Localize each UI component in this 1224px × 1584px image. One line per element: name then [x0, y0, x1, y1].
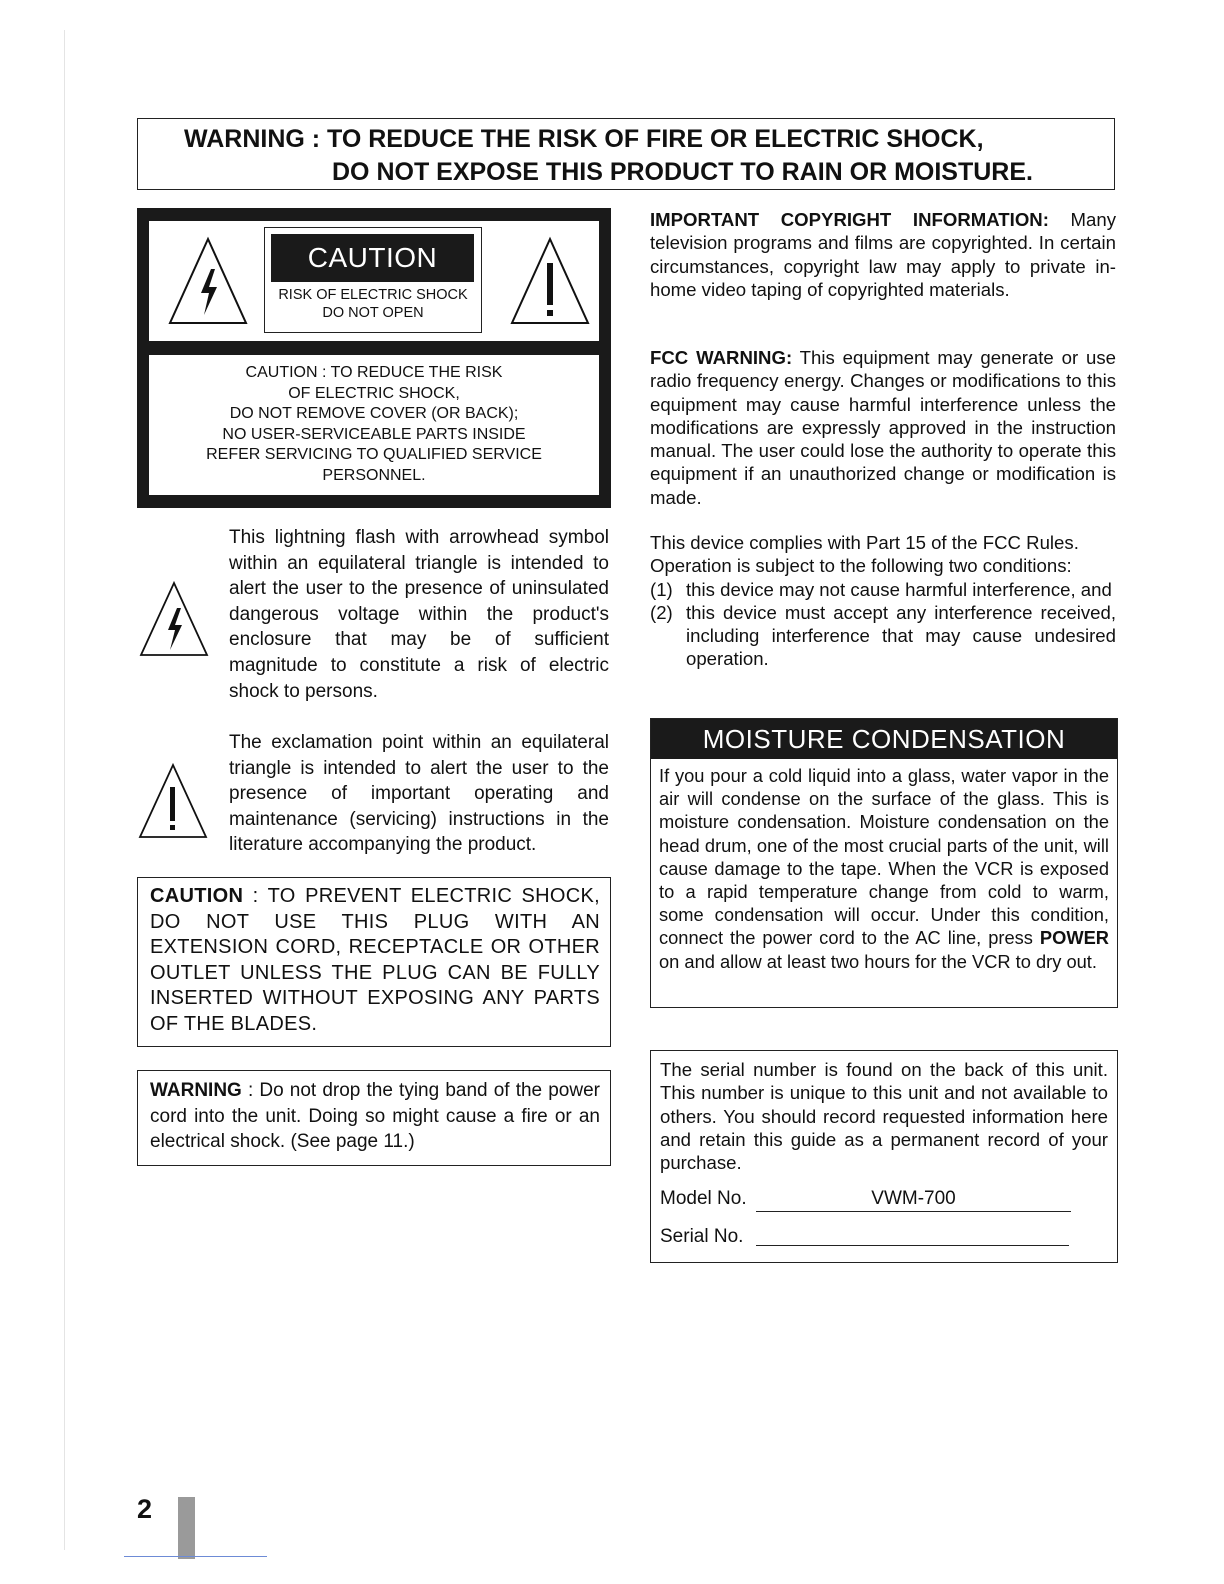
tying-band-warning-box	[137, 1070, 611, 1166]
caution-label	[137, 208, 611, 508]
fcc-compliance	[650, 531, 1116, 671]
serial-number-row	[660, 1225, 743, 1249]
lightning-triangle-icon	[167, 235, 249, 327]
caution-body-line: NO USER-SERVICEABLE PARTS INSIDE	[222, 425, 526, 443]
tying-warning-text: : Do not drop the tying band of the power cord into the unit. Doing so might cause a fire or an electrical shock. (See page 11.)	[150, 1080, 600, 1153]
plug-caution-box	[137, 877, 611, 1047]
fcc-warning	[650, 346, 1116, 509]
moisture-condensation-box	[650, 718, 1118, 1008]
page-edge-tab	[178, 1497, 195, 1559]
caution-label-body	[149, 355, 599, 495]
tying-warning-lead: WARNING	[150, 1080, 242, 1101]
copyright-info	[650, 208, 1116, 301]
model-number-row	[660, 1187, 747, 1211]
moisture-heading: MOISTURE CONDENSATION	[651, 719, 1117, 759]
copyright-text: Many television programs and films are copyrighted. In certain circumstances, copyright law may apply to private in-home video taping of copyrighted materials.	[650, 209, 1116, 300]
condition-number: (1)	[650, 578, 673, 600]
compliance-condition	[650, 578, 1116, 601]
fcc-text: This equipment may generate or use radio frequency energy. Changes or modifications to this equipment may cause harmful interference unless the modifications are expressly approved in the instruction manual. The user could lose the authority to operate this equipment if an unauthorized change or modification is made.	[650, 347, 1116, 508]
serial-number-box	[650, 1050, 1118, 1263]
moisture-text-before: If you pour a cold liquid into a glass, water vapor in the air will condense on the surface of the glass. This is moisture condensation. Moisture condensation on the head drum, one of the most crucial parts of the unit, will cause damage to the tape. When the VCR is exposed to a rapid temperature change from cold to warm, some condensation will occur. Under this condition, connect the power cord to the AC line, press	[659, 765, 1109, 949]
page-number: 2	[137, 1494, 153, 1524]
plug-caution-lead: CAUTION	[150, 885, 244, 907]
caution-body-line: DO NOT REMOVE COVER (OR BACK);	[229, 405, 519, 422]
condition-number: (2)	[650, 601, 673, 623]
caution-body-line: REFER SERVICING TO QUALIFIED SERVICE	[206, 446, 542, 463]
caution-center-box	[264, 227, 482, 333]
caution-title: CAUTION	[271, 234, 474, 282]
caution-body-line: PERSONNEL.	[322, 466, 426, 484]
model-number-line	[756, 1211, 1071, 1212]
condition-text: this device must accept any interference received, including interference that may cause undesired operation.	[686, 601, 1116, 670]
condition-text: this device may not cause harmful interference, and	[686, 578, 1112, 600]
binder-line	[64, 30, 65, 1550]
bottom-rule	[124, 1556, 267, 1557]
exclamation-triangle-icon	[137, 762, 209, 840]
plug-caution-text: : TO PREVENT ELECTRIC SHOCK, DO NOT USE THIS PLUG WITH AN EXTENSION CORD, RECEPTACLE OR OTHER OUTLET UNLESS THE PLUG CAN BE FULLY INSERTED WITHOUT EXPOSING ANY PARTS OF THE BLADES.	[150, 885, 600, 1035]
caution-label-header	[149, 221, 599, 341]
top-warning-line2: DO NOT EXPOSE THIS PRODUCT TO RAIN OR MOISTURE.	[332, 158, 1033, 186]
copyright-lead: IMPORTANT COPYRIGHT INFORMATION:	[650, 209, 1049, 230]
serial-info-text: The serial number is found on the back of this unit. This number is unique to this unit and not available to others. You should record requested information here and retain this guide as a permanent record of your purchase.	[660, 1059, 1108, 1174]
lightning-triangle-icon	[138, 580, 210, 658]
compliance-intro: This device complies with Part 15 of the FCC Rules. Operation is subject to the following two conditions:	[650, 532, 1079, 577]
caution-subtitle	[265, 286, 481, 322]
model-number-label: Model No.	[660, 1188, 747, 1209]
caution-sub-line1: RISK OF ELECTRIC SHOCK	[278, 287, 468, 303]
fcc-lead: FCC WARNING:	[650, 347, 793, 368]
lightning-symbol-description: This lightning flash with arrowhead symbol within an equilateral triangle is intended to alert the user to the presence of uninsulated dangerous voltage within the product's enclosure that may be of sufficient magnitude to constitute a risk of electric shock to persons.	[229, 527, 609, 702]
exclamation-symbol-description: The exclamation point within an equilateral triangle is intended to alert the user to the presence of important operating and maintenance (servicing) instructions in the literature accompanying the product.	[229, 732, 609, 856]
serial-number-line	[756, 1245, 1069, 1246]
moisture-power-word: POWER	[1039, 927, 1109, 949]
serial-number-label: Serial No.	[660, 1226, 744, 1247]
caution-body-text	[149, 363, 599, 486]
moisture-text	[659, 764, 1109, 973]
caution-body-line: CAUTION : TO REDUCE THE RISK	[245, 364, 503, 381]
caution-body-line: OF ELECTRIC SHOCK,	[288, 384, 460, 402]
exclamation-triangle-icon	[509, 235, 591, 327]
compliance-condition	[650, 601, 1116, 671]
top-warning-line1: WARNING : TO REDUCE THE RISK OF FIRE OR ELECTRIC SHOCK,	[184, 125, 984, 153]
model-number-value: VWM-700	[871, 1188, 956, 1209]
caution-sub-line2: DO NOT OPEN	[322, 305, 424, 321]
moisture-text-after: on and allow at least two hours for the VCR to dry out.	[659, 950, 1097, 972]
top-warning-banner	[137, 118, 1115, 190]
